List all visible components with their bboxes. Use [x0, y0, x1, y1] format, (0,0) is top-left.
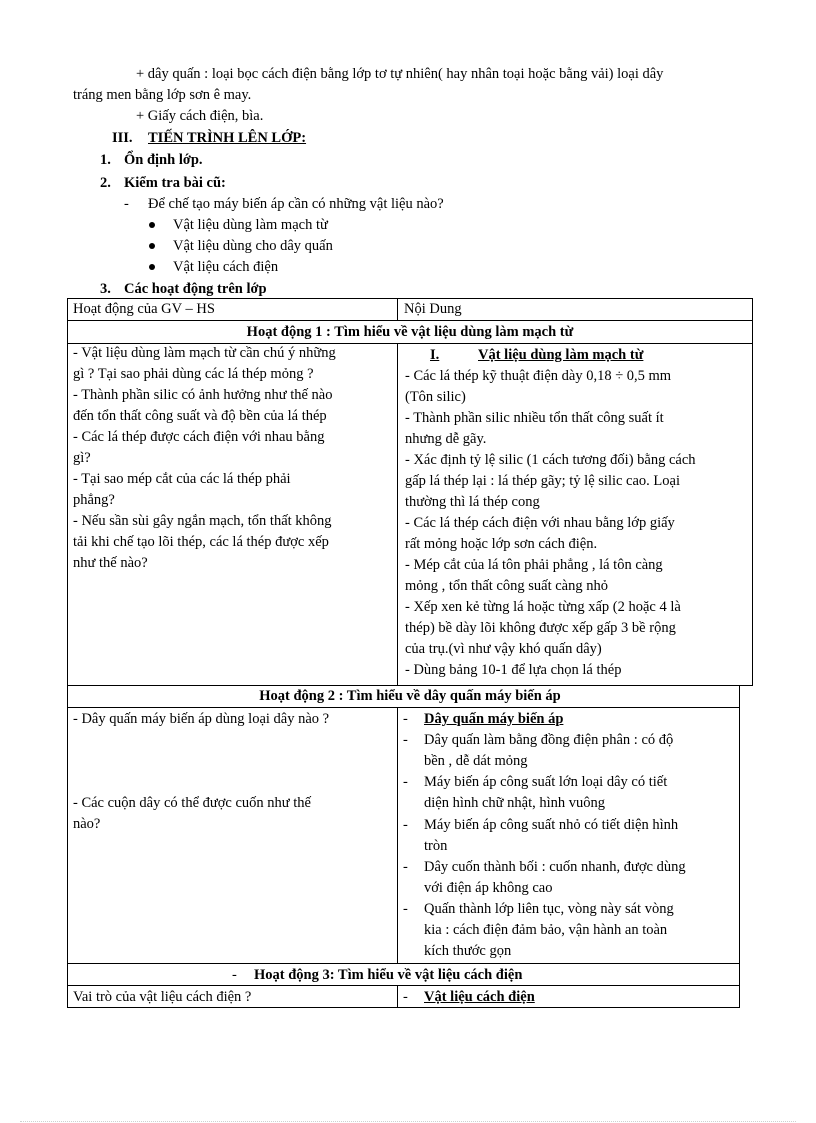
activity-2-question-2-cont: nào?: [73, 816, 101, 832]
dash-marker: -: [403, 732, 408, 748]
step-3-text: Các hoạt động trên lớp: [124, 281, 267, 297]
bullet-icon: [149, 243, 155, 249]
activity-1-title: Hoạt động 1 : Tìm hiểu về vật liệu dùng làm mạch từ: [246, 324, 574, 340]
text-line: - Các lá thép được cách điện với nhau bằng: [73, 429, 325, 445]
text-line: - Các lá thép kỹ thuật điện dày 0,18 ÷ 0,5 mm: [405, 368, 672, 384]
text-line: Máy biến áp công suất lớn loại dây có tiết: [424, 774, 668, 790]
activity-1-content: [405, 366, 745, 681]
text-line: gì?: [73, 450, 91, 466]
table-header-content: Nội Dung: [404, 301, 462, 317]
text-line: bền , dễ dát mỏng: [424, 753, 528, 769]
text-line: - Dùng bảng 10-1 để lựa chọn lá thép: [405, 662, 622, 678]
text-line: kích thước gọn: [424, 943, 512, 959]
text-line: Dây cuốn thành bối : cuốn nhanh, được dùng: [424, 859, 686, 875]
text-line: - Xếp xen kẻ từng lá hoặc từng xấp (2 hoặc 4 là: [405, 599, 681, 615]
text-line: - Vật liệu dùng làm mạch từ cần chú ý những: [73, 345, 336, 361]
text-line: phẳng?: [73, 492, 115, 508]
text-line: như thế nào?: [73, 555, 148, 571]
text-line: gì ? Tại sao phải dùng các lá thép mỏng ?: [73, 366, 314, 382]
text-line: - Các lá thép cách điện với nhau bằng lớp giấy: [405, 515, 675, 531]
table-header-activity: Hoạt động của GV – HS: [73, 301, 215, 317]
activity-3-question: Vai trò của vật liệu cách điện ?: [73, 989, 252, 1005]
answer-item: Vật liệu dùng làm mạch từ: [173, 217, 328, 233]
text-line: rất mỏng hoặc lớp sơn cách điện.: [405, 536, 598, 552]
activity-3-title: Hoạt động 3: Tìm hiểu về vật liệu cách điện: [254, 967, 523, 983]
text-line: - Nếu sần sùi gây ngắn mạch, tổn thất không: [73, 513, 332, 529]
text-line: Dây quấn làm bằng đồng điện phân : có độ: [424, 732, 674, 748]
bullet-icon: [149, 222, 155, 228]
text-line: thép) bề dày lõi không được xếp gấp 3 bề rộng: [405, 620, 676, 636]
activity-3-content-heading: Vật liệu cách điện: [424, 989, 535, 1005]
activity-2-title: Hoạt động 2 : Tìm hiểu về dây quấn máy biến áp: [259, 688, 561, 704]
dash-marker: -: [403, 989, 408, 1005]
text-line: gấp lá thép lại : lá thép gãy; tỷ lệ silic cao. Loại: [405, 473, 681, 489]
step-2-number: 2.: [100, 175, 111, 191]
text-line: - Tại sao mép cắt của các lá thép phải: [73, 471, 291, 487]
bullet-icon: [149, 264, 155, 270]
question-text: Để chế tạo máy biến áp cần có những vật liệu nào?: [148, 196, 444, 212]
section-number: III.: [112, 130, 133, 146]
dash-marker: -: [403, 711, 408, 727]
activity-2-question-2: - Các cuộn dây có thể được cuốn như thế: [73, 795, 311, 811]
dash-marker: -: [403, 817, 408, 833]
text-line: tròn: [424, 838, 448, 854]
activity-2-content-heading: Dây quấn máy biến áp: [424, 711, 564, 727]
intro-line-3: + Giấy cách điện, bìa.: [136, 108, 264, 124]
text-line: đến tổn thất công suất và độ bền của lá thép: [73, 408, 327, 424]
dash-marker: -: [232, 967, 237, 983]
activity-2-question-1: - Dây quấn máy biến áp dùng loại dây nào ?: [73, 711, 330, 727]
answer-item: Vật liệu cách điện: [173, 259, 279, 275]
text-line: thường thì lá thép cong: [405, 494, 540, 510]
intro-line-1: + dây quấn : loại bọc cách điện bằng lớp tơ tự nhiên( hay nhân toại hoặc bằng vải) loại dây: [136, 66, 664, 82]
answer-item: Vật liệu dùng cho dây quấn: [173, 238, 333, 254]
activity-1-content-number: I.: [430, 347, 440, 363]
page-bottom-border: [20, 1121, 796, 1122]
activity-1-teacher-questions: [73, 343, 391, 574]
text-line: nhưng dễ gãy.: [405, 431, 487, 447]
dash-marker: -: [403, 901, 408, 917]
text-line: - Mép cắt của lá tôn phải phẳng , lá tôn càng: [405, 557, 663, 573]
text-line: - Thành phần silic nhiều tổn thất công suất ít: [405, 410, 664, 426]
text-line: - Thành phần silic có ảnh hưởng như thế nào: [73, 387, 333, 403]
text-line: mỏng , tổn thất công suất càng nhỏ: [405, 578, 608, 594]
text-line: kia : cách điện đảm bảo, vận hành an toàn: [424, 922, 668, 938]
text-line: diện hình chữ nhật, hình vuông: [424, 795, 606, 811]
text-line: Máy biến áp công suất nhỏ có tiết diện hình: [424, 817, 679, 833]
activity-1-content-heading: Vật liệu dùng làm mạch từ: [478, 347, 644, 363]
text-line: - Xác định tỷ lệ silic (1 cách tương đối) bằng cách: [405, 452, 696, 468]
question-dash: -: [124, 196, 129, 212]
text-line: Quấn thành lớp liên tục, vòng này sát vòng: [424, 901, 674, 917]
step-2-text: Kiểm tra bài cũ:: [124, 175, 226, 191]
section-title: TIẾN TRÌNH LÊN LỚP:: [148, 130, 307, 146]
text-line: tải khi chế tạo lõi thép, các lá thép được xếp: [73, 534, 329, 550]
step-3-number: 3.: [100, 281, 111, 297]
step-1-number: 1.: [100, 152, 111, 168]
dash-marker: -: [403, 859, 408, 875]
dash-marker: -: [403, 774, 408, 790]
step-1-text: Ổn định lớp.: [124, 152, 203, 168]
text-line: của trụ.(vì như vậy khó quấn dây): [405, 641, 602, 657]
text-line: (Tôn silic): [405, 389, 466, 405]
intro-line-2: tráng men bằng lớp sơn ê may.: [73, 87, 252, 103]
text-line: với điện áp không cao: [424, 880, 553, 896]
